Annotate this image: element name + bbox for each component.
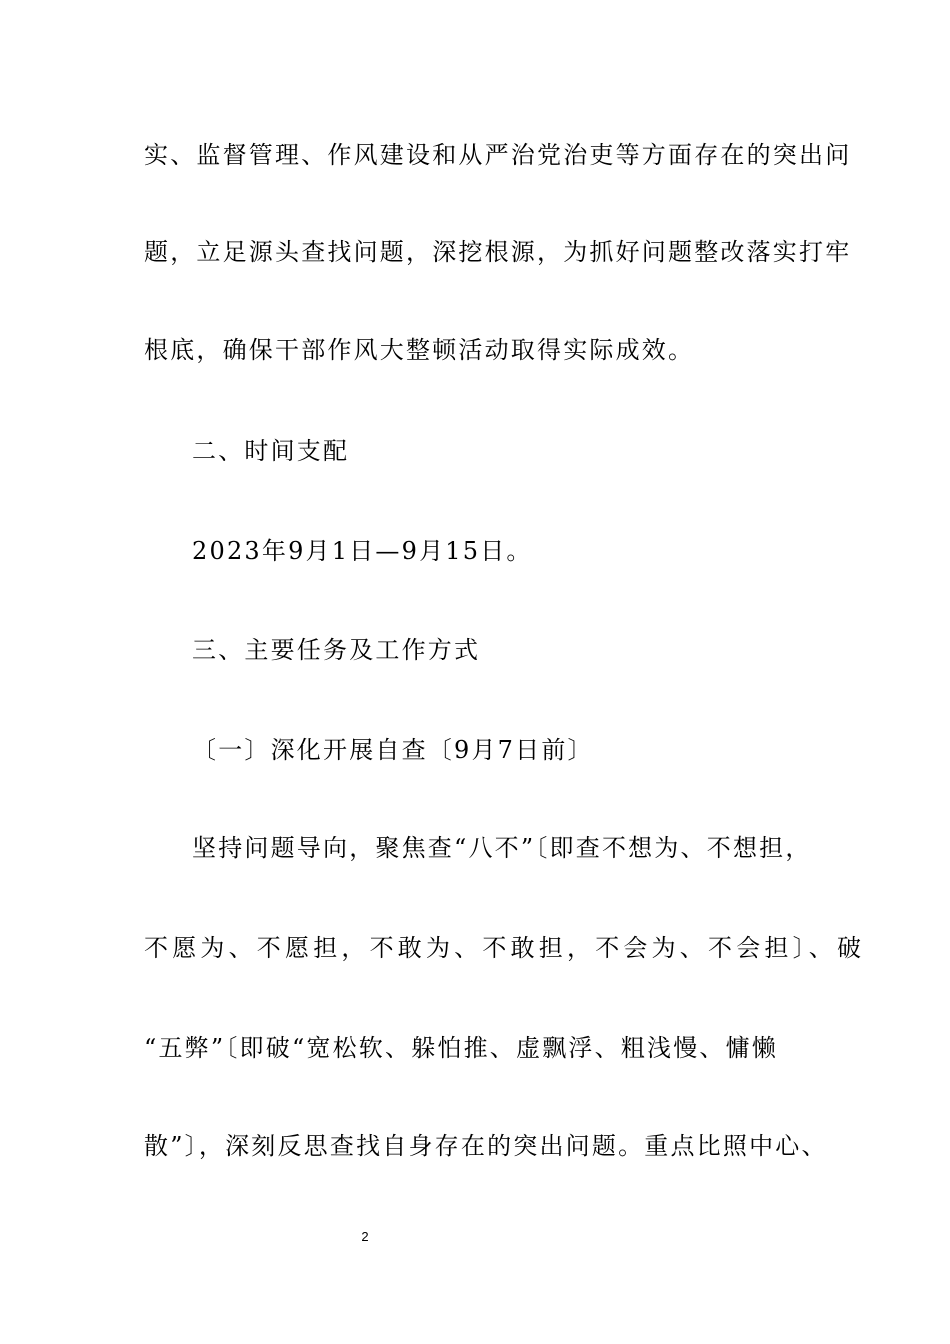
body-text-line-4: 坚持问题导向，聚焦查“八不”〔即查不想为、不想担， bbox=[192, 834, 812, 862]
body-text-line-7: 散”〕，深刻反思查找自身存在的突出问题。重点比照中心、 bbox=[144, 1132, 828, 1160]
body-text-line-1: 实、监督管理、作风建设和从严治党治吏等方面存在的突出问 bbox=[144, 141, 852, 169]
body-text-line-2: 题，立足源头查找问题，深挖根源，为抓好问题整改落实打牢 bbox=[144, 238, 852, 266]
body-text-line-3: 根底，确保干部作风大整顿活动取得实际成效。 bbox=[144, 336, 695, 364]
body-text-line-6: “五弊”〔即破“宽松软、躲怕推、虚飘浮、粗浅慢、慵懒 bbox=[144, 1034, 779, 1062]
page-number: 2 bbox=[361, 1229, 369, 1244]
schedule-date-line: 2023年9月1日—9月15日。 bbox=[192, 537, 533, 565]
section-heading-time: 二、时间支配 bbox=[192, 437, 350, 465]
subsection-heading-self-check: 〔一〕深化开展自查〔9月7日前〕 bbox=[192, 736, 594, 764]
body-text-line-5: 不愿为、不愿担，不敢为、不敢担，不会为、不会担〕、破 bbox=[144, 934, 866, 962]
section-heading-tasks: 三、主要任务及工作方式 bbox=[192, 636, 481, 664]
